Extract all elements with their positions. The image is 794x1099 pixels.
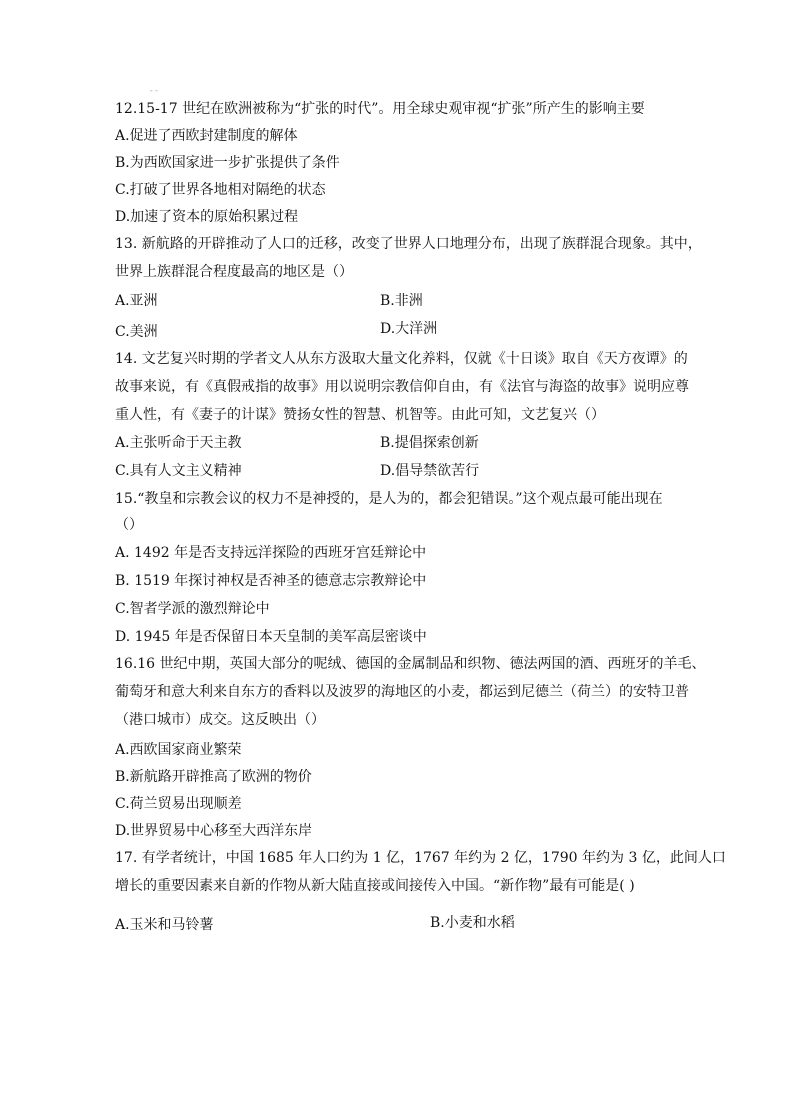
q16-option-b: B.新航路开辟推高了欧洲的物价 — [115, 769, 312, 785]
q17-option-b: B.小麦和水稻 — [430, 915, 515, 931]
q13-stem-line2: 世界上族群混合程度最高的地区是（） — [115, 264, 353, 280]
q13-stem-line1: 13. 新航路的开辟推动了人口的迁移，改变了世界人口地理分布，出现了族群混合现象。其中， — [115, 236, 702, 252]
q15-option-d: D. 1945 年是否保留日本天皇制的美军高层密谈中 — [115, 629, 427, 645]
q16-option-d: D.世界贸易中心移至大西洋东岸 — [115, 823, 313, 839]
q15-option-c: C.智者学派的激烈辩论中 — [115, 601, 270, 617]
q14-option-c: C.具有人文主义精神 — [115, 463, 242, 479]
q12-stem: 12.15-17 世纪在欧洲被称为“扩张的时代”。用全球史观审视“扩张”所产生的影响主要 — [115, 101, 645, 117]
q17-stem-line1: 17. 有学者统计，中国 1685 年人口约为 1 亿，1767 年约为 2 亿，1790 年约为 3 亿，此间人口 — [115, 850, 726, 866]
q16-stem-line2: 葡萄牙和意大利来自东方的香料以及波罗的海地区的小麦，都运到尼德兰（荷兰）的安特卫普 — [115, 684, 689, 700]
q17-option-a: A.玉米和马铃薯 — [115, 917, 214, 933]
q13-option-a: A.亚洲 — [115, 293, 158, 309]
q15-option-a: A. 1492 年是否支持远洋探险的西班牙宫廷辩论中 — [115, 545, 427, 561]
q12-option-d: D.加速了资本的原始积累过程 — [115, 209, 299, 225]
q13-option-d: D.大洋洲 — [380, 321, 438, 337]
q14-stem-line3: 重人性，有《妻子的计谋》赞扬女性的智慧、机智等。由此可知，文艺复兴（） — [115, 407, 605, 423]
scan-artifact: - - — [150, 86, 158, 95]
q16-option-c: C.荷兰贸易出现顺差 — [115, 796, 242, 812]
q14-stem-line2: 故事来说，有《真假戒指的故事》用以说明宗教信仰自由，有《法官与海盗的故事》说明应尊 — [115, 379, 689, 395]
q14-option-d: D.倡导禁欲苦行 — [380, 463, 480, 479]
q14-option-a: A.主张听命于天主教 — [115, 435, 242, 451]
q12-option-b: B.为西欧国家进一步扩张提供了条件 — [115, 155, 340, 171]
q13-option-b: B.非洲 — [380, 293, 423, 309]
q15-stem-line1: 15.“教皇和宗教会议的权力不是神授的，是人为的，都会犯错误。”这个观点最可能出现在 — [115, 491, 663, 507]
q14-stem-line1: 14. 文艺复兴时期的学者文人从东方汲取大量文化养料，仅就《十日谈》取自《天方夜谭》的 — [115, 351, 688, 367]
q13-option-c: C.美洲 — [115, 324, 158, 340]
q15-option-b: B. 1519 年探讨神权是否神圣的德意志宗教辩论中 — [115, 573, 427, 589]
q16-stem-line1: 16.16 世纪中期，英国大部分的呢绒、德国的金属制品和织物、德法两国的酒、西班牙的羊毛、 — [115, 656, 706, 672]
q16-stem-line3: （港口城市）成交。这反映出（） — [115, 712, 325, 728]
q14-option-b: B.提倡探索创新 — [380, 435, 479, 451]
q16-option-a: A.西欧国家商业繁荣 — [115, 742, 242, 758]
q15-stem-line2: （） — [115, 517, 143, 533]
q17-stem-line2: 增长的重要因素来自新的作物从新大陆直接或间接传入中国。“新作物”最有可能是( ) — [115, 878, 635, 894]
q12-option-a: A.促进了西欧封建制度的解体 — [115, 128, 298, 144]
q12-option-c: C.打破了世界各地相对隔绝的状态 — [115, 182, 326, 198]
